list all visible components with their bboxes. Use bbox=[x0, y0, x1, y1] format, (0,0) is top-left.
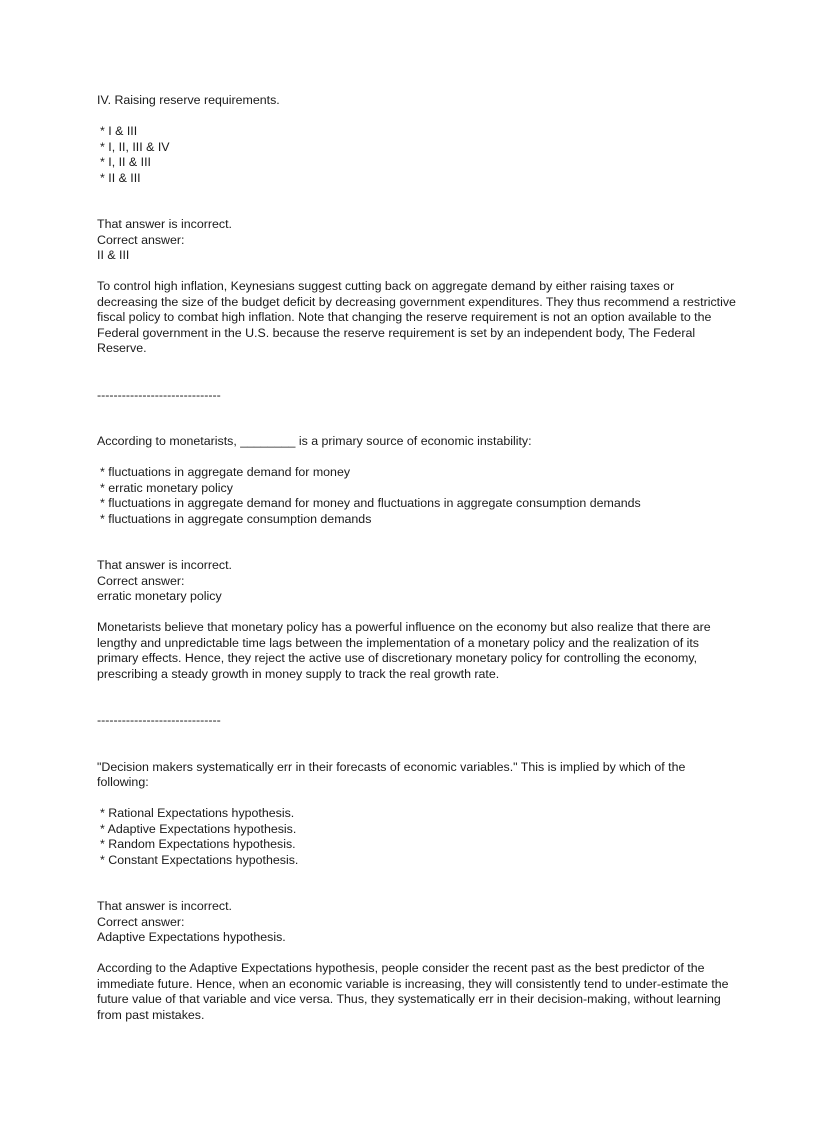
result-text: That answer is incorrect. bbox=[97, 899, 232, 913]
answer-option[interactable]: * Random Expectations hypothesis. bbox=[100, 837, 296, 851]
correct-answer: erratic monetary policy bbox=[97, 589, 222, 603]
answer-option[interactable]: * fluctuations in aggregate demand for money and fluctuations in aggregate consumption demands bbox=[100, 496, 641, 510]
answer-option[interactable]: * fluctuations in aggregate consumption demands bbox=[100, 511, 372, 526]
correct-answer-label: Correct answer: bbox=[97, 914, 185, 929]
question-text: According to monetarists, ________ is a primary source of economic instability: bbox=[97, 434, 532, 448]
answer-option[interactable]: * II & III bbox=[100, 170, 141, 185]
answer-option[interactable]: * Rational Expectations hypothesis. bbox=[100, 806, 295, 820]
explanation: According to the Adaptive Expectations hypothesis, people consider the recent past as the best predictor of the immediate future. Hence, when an economic variable is increasing, they will consistently tend to under-estimate the future value of that variable and vice versa. Thus, they systematically err in their decision-making, without learning from past mistakes. bbox=[97, 961, 729, 1022]
explanation: To control high inflation, Keynesians suggest cutting back on aggregate demand by either raising taxes or decreasing the size of the budget deficit by decreasing government expenditures. They thus recommend a restrictive fiscal policy to combat high inflation. Note that changing the reserve requirement is not an option available to the Federal government in the U.S. because the reserve requirement is set by an independent body, The Federal Reserve. bbox=[97, 279, 736, 355]
explanation: Monetarists believe that monetary policy has a powerful influence on the economy but also realize that there are lengthy and unpredictable time lags between the implementation of a monetary policy and the realization of its primary effects. Hence, they reject the active use of discretionary monetary policy for controlling the economy, prescribing a steady growth in money supply to track the real growth rate. bbox=[97, 620, 711, 681]
separator: ------------------------------ bbox=[97, 387, 221, 402]
answer-option[interactable]: * Constant Expectations hypothesis. bbox=[100, 852, 299, 867]
answer-option[interactable]: * I, II & III bbox=[100, 155, 151, 169]
answer-option[interactable]: * Adaptive Expectations hypothesis. bbox=[100, 821, 297, 836]
question-text: "Decision makers systematically err in their forecasts of economic variables." This is implied by which of the following: bbox=[97, 759, 686, 789]
correct-answer: Adaptive Expectations hypothesis. bbox=[97, 930, 286, 944]
answer-option[interactable]: * I, II, III & IV bbox=[100, 139, 170, 154]
document-page bbox=[97, 93, 737, 1023]
question-option-iv: IV. Raising reserve requirements. bbox=[97, 93, 280, 107]
correct-answer-label: Correct answer: bbox=[97, 232, 185, 247]
answer-option[interactable]: * I & III bbox=[100, 124, 138, 138]
answer-option[interactable]: * fluctuations in aggregate demand for money bbox=[100, 465, 351, 479]
correct-answer-label: Correct answer: bbox=[97, 573, 185, 588]
correct-answer: II & III bbox=[97, 248, 130, 262]
separator: ------------------------------ bbox=[97, 713, 221, 727]
answer-option[interactable]: * erratic monetary policy bbox=[100, 480, 233, 495]
result-text: That answer is incorrect. bbox=[97, 217, 232, 231]
result-text: That answer is incorrect. bbox=[97, 558, 232, 572]
